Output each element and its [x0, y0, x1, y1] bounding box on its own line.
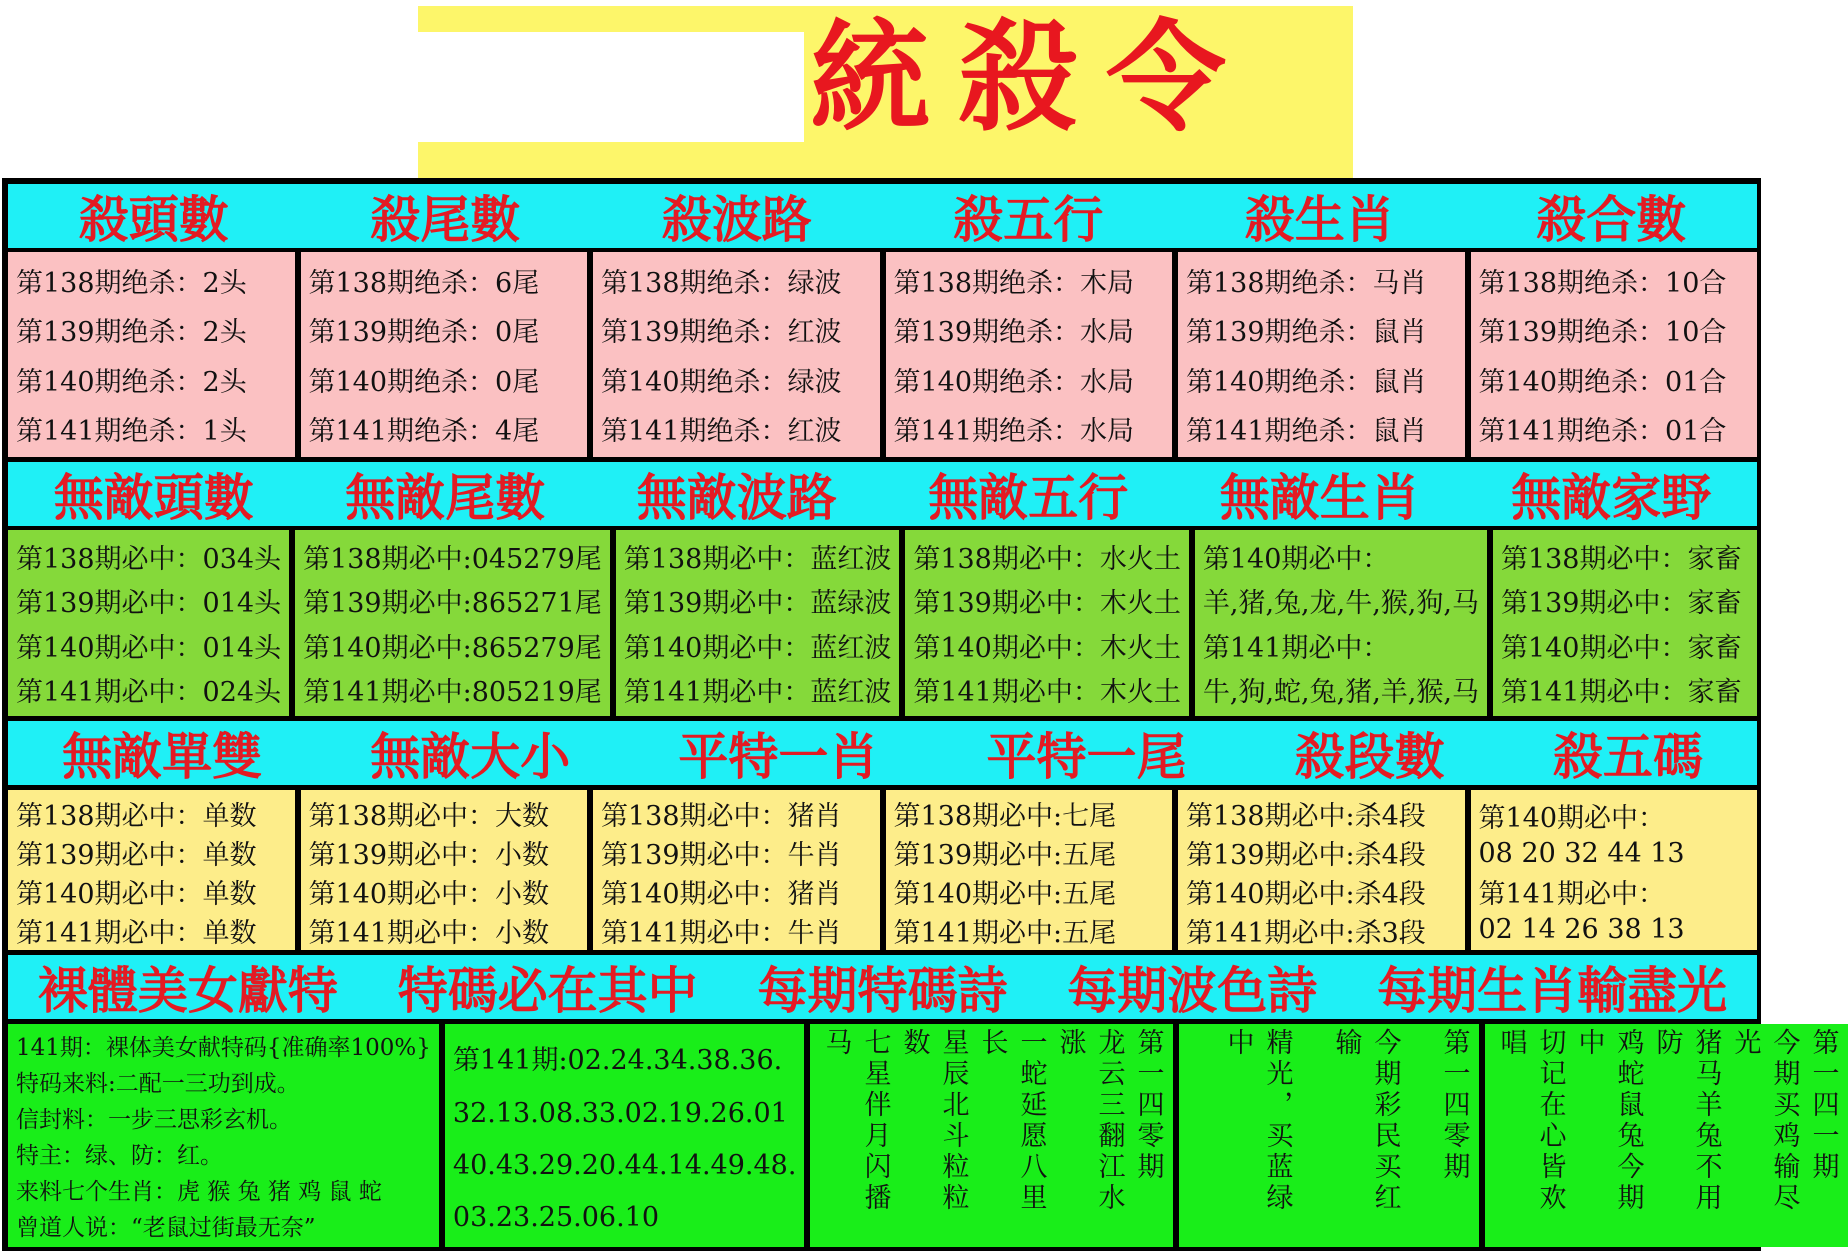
big-small-cell [301, 790, 588, 950]
list-item: 第141期绝杀：1头 [16, 415, 247, 447]
poem-issue: 第一四零期 [1132, 1028, 1164, 1183]
list-item: 来料七个生肖：虎 猴 兔 猪 鸡 鼠 蛇 [16, 1178, 382, 1205]
list-item: 第138期必中：大数 [308, 801, 550, 832]
list-item: 第138期绝杀：10合 [1478, 268, 1727, 300]
list-item: 第140期必中： [1478, 802, 1666, 834]
list-item: 40.43.29.20.44.14.49.48. [452, 1149, 797, 1181]
list-item: 第141期必中:805219尾 [303, 677, 602, 709]
list-item: 第141期必中： [1202, 632, 1390, 664]
list-item: 第138期必中：034头 [16, 543, 282, 575]
section1-row [8, 252, 1757, 457]
header-sure-element: 無敵五行 [928, 469, 1129, 527]
poem-line: 猪马羊兔不用防 [1651, 1028, 1722, 1214]
kill-zodiac-cell [1178, 252, 1465, 457]
section3-row [8, 790, 1757, 950]
poem-line: 龙云三翻江水涨 [1054, 1028, 1125, 1214]
list-item: 第140期必中：猪肖 [601, 879, 842, 910]
poem-line: 今期彩民买红输 [1330, 1028, 1401, 1214]
list-item: 第138期必中：家畜 [1500, 543, 1742, 575]
list-item: 第141期绝杀：水局 [893, 415, 1135, 447]
sure-zodiac-cell [1195, 530, 1487, 716]
poem-line: 今期买鸡输尽光 [1729, 1028, 1800, 1214]
list-item: 第141期必中：家畜 [1500, 677, 1742, 709]
list-item: 第141期:02.24.34.38.36. [452, 1045, 783, 1077]
kill-tail-cell [301, 252, 588, 457]
list-item: 第139期绝杀：鼠肖 [1186, 317, 1427, 349]
list-item: 141期：裸体美女献特码{准确率100%} [16, 1035, 431, 1062]
header-sure-zodiac: 無敵生肖 [1219, 469, 1420, 527]
list-item: 第139期必中:杀4段 [1186, 840, 1426, 871]
sure-tail-cell [295, 530, 610, 716]
header-sure-tail: 無敵尾數 [345, 469, 546, 527]
list-item: 第139期必中：蓝绿波 [623, 588, 892, 620]
list-item: 第138期绝杀：绿波 [601, 268, 842, 300]
list-item: 第141期绝杀：01合 [1478, 415, 1727, 447]
list-item: 第140期必中:865279尾 [303, 632, 602, 664]
zodiac-lose-cell [1485, 1024, 1848, 1247]
section1-header [8, 184, 1757, 248]
section2-row [8, 530, 1757, 716]
list-item: 第138期必中:七尾 [893, 801, 1117, 832]
one-zodiac-cell [593, 790, 880, 950]
poem-issue: 第一四一期 [1807, 1028, 1839, 1183]
list-item: 08 20 32 44 13 [1478, 837, 1685, 869]
list-item: 第138期绝杀：马肖 [1186, 268, 1427, 300]
list-item: 第139期绝杀：水局 [893, 317, 1135, 349]
header-kill-segment: 殺段數 [1294, 728, 1445, 786]
header-sure-head: 無敵頭數 [53, 469, 254, 527]
kill-segment-cell [1178, 790, 1465, 950]
list-item: 第141期必中:五尾 [893, 918, 1117, 949]
list-item: 第141期必中：单数 [16, 918, 257, 949]
list-item: 02 14 26 38 13 [1478, 913, 1685, 945]
list-item: 第140期绝杀：绿波 [601, 366, 842, 398]
list-item: 第140期必中：单数 [16, 879, 257, 910]
list-item: 第140期必中： [1202, 543, 1390, 575]
list-item: 第140期绝杀：2头 [16, 366, 247, 398]
list-item: 第139期必中：家畜 [1500, 588, 1742, 620]
header-kill-five: 殺五碼 [1552, 728, 1703, 786]
section4-header [8, 955, 1757, 1019]
header-kill-zodiac: 殺生肖 [1244, 191, 1395, 249]
section2-header [8, 462, 1757, 526]
section4-row [8, 1024, 1839, 1247]
list-item: 第141期绝杀：鼠肖 [1186, 415, 1427, 447]
list-item: 第139期必中：木火土 [913, 588, 1181, 620]
list-item: 第139期必中：牛肖 [601, 840, 842, 871]
poem-line: 精光，买蓝绿中 [1222, 1028, 1293, 1214]
special-poem-cell [810, 1024, 1173, 1247]
header-sure-wave: 無敵波路 [636, 469, 837, 527]
list-item: 第138期必中:045279尾 [303, 543, 602, 575]
list-item: 32.13.08.33.02.19.26.01 [452, 1098, 788, 1130]
list-item: 第141期必中： [1478, 878, 1666, 910]
one-tail-cell [886, 790, 1173, 950]
list-item: 曾道人说：“老鼠过街最无奈” [16, 1214, 316, 1241]
list-item: 羊,猪,兔,龙,牛,猴,狗,马 [1202, 588, 1479, 620]
list-item: 第139期必中:865271尾 [303, 588, 602, 620]
list-item: 第140期必中：蓝红波 [623, 632, 892, 664]
list-item: 第138期必中：单数 [16, 801, 257, 832]
kill-wave-cell [593, 252, 880, 457]
header-wave-poem: 每期波色詩 [1067, 962, 1318, 1020]
header-kill-element: 殺五行 [953, 191, 1104, 249]
list-item: 第139期绝杀：红波 [601, 317, 842, 349]
poem-line: 一蛇延愿八里长 [976, 1028, 1047, 1214]
poem-line: 七星伴月闪播马 [820, 1028, 891, 1214]
list-item: 第139期必中:五尾 [893, 840, 1117, 871]
poem-line: 星辰北斗粒粒数 [898, 1028, 969, 1214]
nude-beauty-cell [8, 1024, 439, 1247]
list-item: 第139期必中：小数 [308, 840, 550, 871]
list-item: 第140期必中：014头 [16, 632, 282, 664]
list-item: 第138期必中:杀4段 [1186, 801, 1426, 832]
list-item: 牛,狗,蛇,兔,猪,羊,猴,马 [1202, 677, 1479, 709]
list-item: 第140期必中:五尾 [893, 879, 1117, 910]
header-kill-sum: 殺合數 [1536, 191, 1687, 249]
list-item: 第140期必中：木火土 [913, 632, 1181, 664]
list-item: 第138期必中：蓝红波 [623, 543, 892, 575]
kill-sum-cell [1471, 252, 1758, 457]
list-item: 第141期必中：小数 [308, 918, 550, 949]
sure-domestic-cell [1493, 530, 1757, 716]
list-item: 03.23.25.06.10 [452, 1201, 660, 1233]
list-item: 第138期绝杀：木局 [893, 268, 1135, 300]
kill-five-cell [1471, 790, 1758, 950]
header-odd-even: 無敵單雙 [62, 728, 263, 786]
header-zodiac-lose: 每期生肖輸盡光 [1377, 962, 1728, 1020]
list-item: 第139期绝杀：0尾 [308, 317, 540, 349]
list-item: 第140期绝杀：0尾 [308, 366, 540, 398]
list-item: 第138期必中：猪肖 [601, 801, 842, 832]
list-item: 第141期必中：牛肖 [601, 918, 842, 949]
page-title: 統殺令 [810, 7, 1254, 148]
header-kill-tail: 殺尾數 [370, 191, 521, 249]
list-item: 第139期绝杀：10合 [1478, 317, 1727, 349]
list-item: 第141期必中：蓝红波 [623, 677, 892, 709]
list-item: 第140期绝杀：01合 [1478, 366, 1727, 398]
list-item: 第139期绝杀：2头 [16, 317, 247, 349]
list-item: 第140期必中:杀4段 [1186, 879, 1426, 910]
header-special-inside: 特碼必在其中 [397, 962, 698, 1020]
list-item: 第139期必中：014头 [16, 588, 282, 620]
list-item: 第141期绝杀：4尾 [308, 415, 540, 447]
list-item: 第141期绝杀：红波 [601, 415, 842, 447]
list-item: 第138期必中：水火土 [913, 543, 1181, 575]
list-item: 特码来料:二配一三功到成。 [16, 1071, 300, 1098]
kill-element-cell [886, 252, 1173, 457]
section3-header [8, 721, 1757, 785]
list-item: 第140期必中：小数 [308, 879, 550, 910]
special-numbers-cell [445, 1024, 805, 1247]
list-item: 第141期必中：024头 [16, 677, 282, 709]
header-one-zodiac: 平特一肖 [678, 728, 879, 786]
sure-element-cell [905, 530, 1189, 716]
header-sure-domestic: 無敵家野 [1511, 469, 1712, 527]
header-nude-beauty: 裸體美女獻特 [37, 962, 338, 1020]
list-item: 第140期绝杀：水局 [893, 366, 1135, 398]
header-one-tail: 平特一尾 [986, 728, 1187, 786]
list-item: 特主：绿、防：红。 [16, 1142, 223, 1169]
kill-head-cell [8, 252, 295, 457]
poem-line: 鸡蛇鼠兔今期中 [1573, 1028, 1644, 1214]
header-big-small: 無敵大小 [370, 728, 571, 786]
list-item: 第139期必中：单数 [16, 840, 257, 871]
poem-line: 切记在心皆欢唱 [1495, 1028, 1566, 1214]
list-item: 第141期必中:杀3段 [1186, 918, 1426, 949]
sure-head-cell [8, 530, 289, 716]
header-special-poem: 每期特碼詩 [757, 962, 1008, 1020]
list-item: 第140期必中：家畜 [1500, 632, 1742, 664]
list-item: 第138期绝杀：2头 [16, 268, 247, 300]
header-kill-head: 殺頭數 [78, 191, 229, 249]
list-item: 第138期绝杀：6尾 [308, 268, 540, 300]
poem-issue: 第一四零期 [1438, 1028, 1470, 1183]
banner-blank-area [418, 32, 804, 142]
wave-poem-cell [1179, 1024, 1479, 1247]
header-kill-wave: 殺波路 [661, 191, 812, 249]
sure-wave-cell [616, 530, 900, 716]
list-item: 第140期绝杀：鼠肖 [1186, 366, 1427, 398]
list-item: 第141期必中：木火土 [913, 677, 1181, 709]
list-item: 信封料：一步三思彩玄机。 [16, 1107, 292, 1134]
odd-even-cell [8, 790, 295, 950]
